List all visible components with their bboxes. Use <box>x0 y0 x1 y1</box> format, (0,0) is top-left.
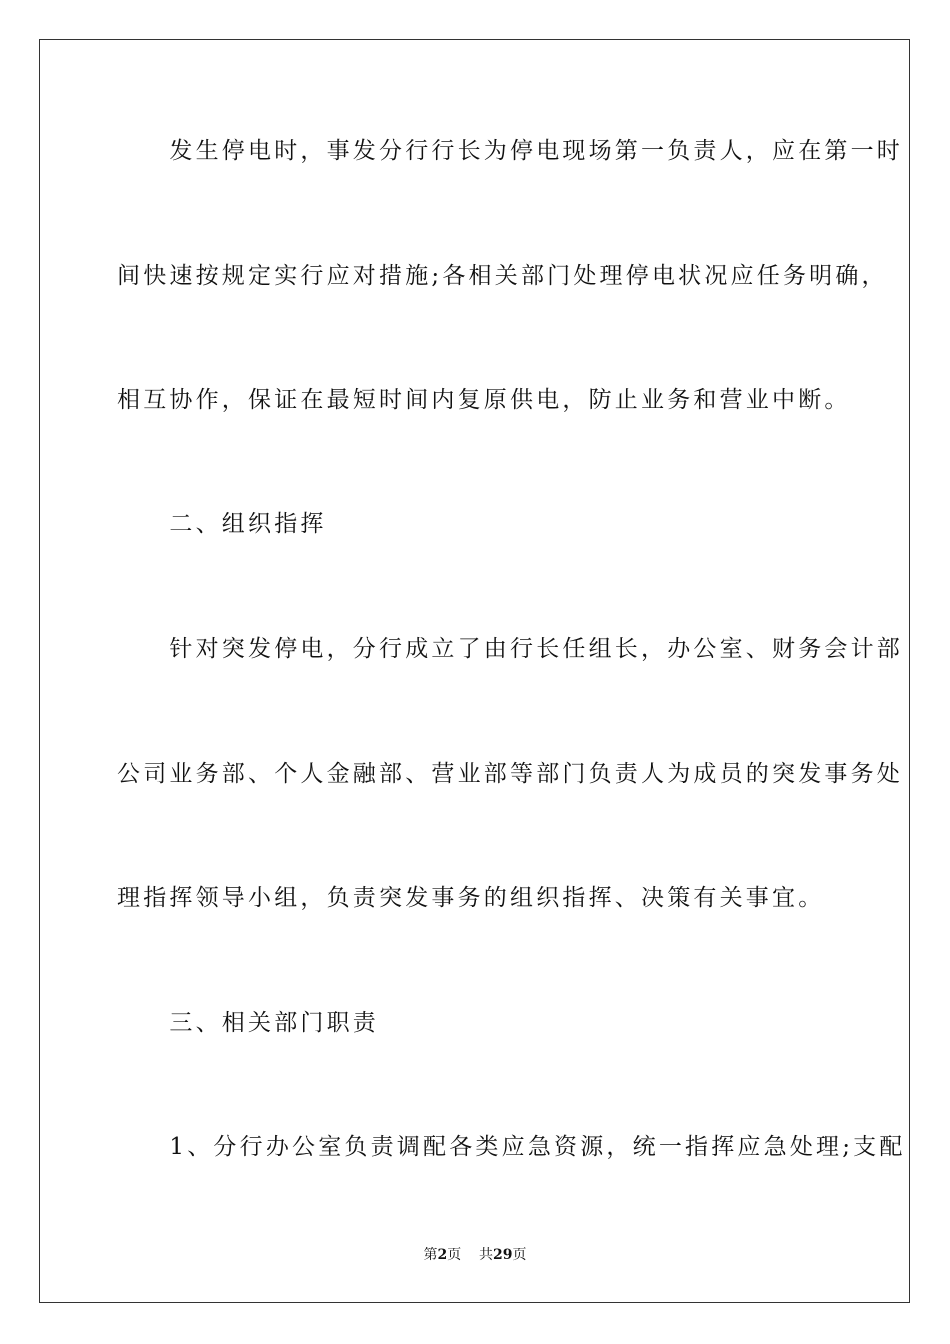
section-heading: 二、组织指挥 <box>117 511 327 537</box>
total-prefix: 共 <box>479 1247 494 1263</box>
text-line: 1、分行办公室负责调配各类应急资源，统一指挥应急处理;支配 <box>117 1134 906 1160</box>
text-line: 相互协作，保证在最短时间内复原供电，防止业务和营业中断。 <box>117 387 851 413</box>
text-line: 针对突发停电，分行成立了由行长任组长，办公室、财务会计部 <box>117 636 903 662</box>
page-prefix: 第 <box>423 1247 438 1263</box>
page-footer <box>0 1244 950 1264</box>
page-suffix: 页 <box>447 1247 462 1263</box>
text-line: 发生停电时，事发分行行长为停电现场第一负责人，应在第一时 <box>117 138 903 164</box>
page-border <box>39 39 910 1303</box>
text-line: 理指挥领导小组，负责突发事务的组织指挥、决策有关事宜。 <box>117 885 825 911</box>
total-suffix: 页 <box>512 1247 527 1263</box>
page-number: 2 <box>437 1247 448 1263</box>
total-pages: 29 <box>493 1247 513 1263</box>
text-line: 间快速按规定实行应对措施;各相关部门处理停电状况应任务明确， <box>117 263 888 289</box>
text-line: 公司业务部、个人金融部、营业部等部门负责人为成员的突发事务处 <box>117 761 903 787</box>
section-heading: 三、相关部门职责 <box>117 1010 379 1036</box>
